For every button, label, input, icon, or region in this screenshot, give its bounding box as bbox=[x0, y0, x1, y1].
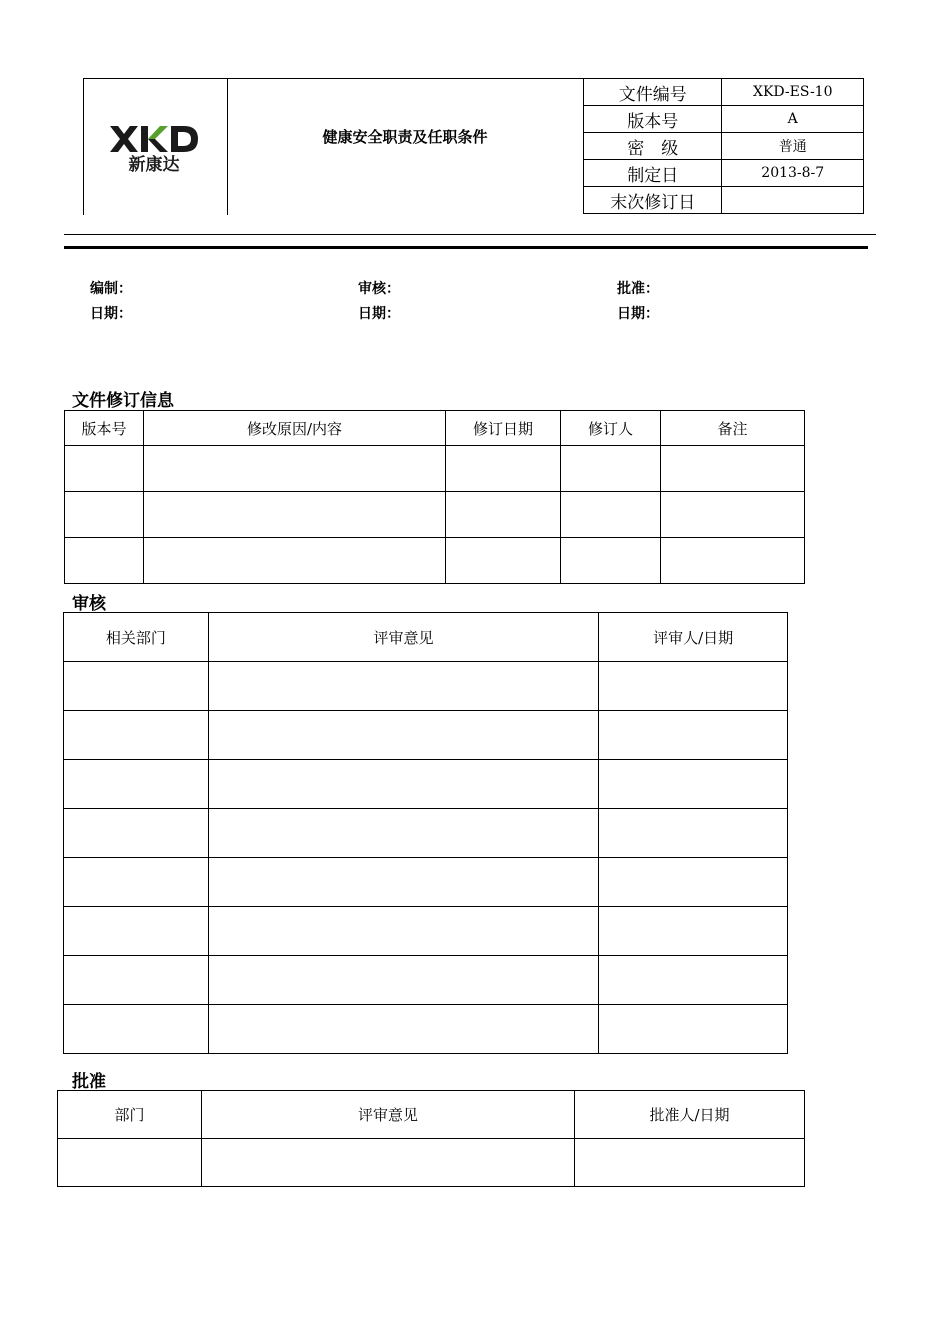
column-header: 修订日期 bbox=[446, 411, 561, 446]
meta-value: 2013-8-7 bbox=[722, 160, 864, 187]
approved-date-label: 日期： bbox=[617, 306, 659, 322]
column-header: 备注 bbox=[661, 411, 805, 446]
header-top-border bbox=[83, 78, 583, 79]
table-row bbox=[64, 956, 788, 1005]
document-title: 健康安全职责及任职条件 bbox=[322, 128, 488, 146]
table-row bbox=[64, 1005, 788, 1054]
table-row bbox=[64, 907, 788, 956]
reviewed-by-label: 审核： bbox=[358, 281, 400, 297]
table-row bbox=[65, 492, 805, 538]
meta-value: A bbox=[722, 106, 864, 133]
table-header-row bbox=[64, 613, 788, 662]
table-header-row bbox=[65, 411, 805, 446]
table-header-row bbox=[58, 1091, 805, 1139]
table-row bbox=[64, 809, 788, 858]
column-header: 修改原因/内容 bbox=[144, 411, 446, 446]
reviewed-date-label: 日期： bbox=[358, 306, 400, 322]
meta-key: 文件编号 bbox=[584, 79, 722, 106]
header-rule-thick bbox=[64, 246, 868, 249]
column-header: 批准人/日期 bbox=[575, 1091, 805, 1139]
column-header: 评审意见 bbox=[202, 1091, 575, 1139]
meta-row bbox=[584, 160, 864, 187]
meta-row bbox=[584, 133, 864, 160]
revision-table bbox=[64, 410, 805, 584]
prepared-date-label: 日期： bbox=[90, 306, 132, 322]
meta-row bbox=[584, 106, 864, 133]
meta-value: 普通 bbox=[722, 133, 864, 160]
header-rule-thin bbox=[64, 234, 876, 235]
document-meta-table bbox=[583, 78, 864, 214]
column-header: 版本号 bbox=[65, 411, 144, 446]
approved-by-label: 批准： bbox=[617, 281, 659, 297]
revision-section-title: 文件修订信息 bbox=[72, 391, 174, 411]
meta-key: 末次修订日 bbox=[584, 187, 722, 214]
column-header: 部门 bbox=[58, 1091, 202, 1139]
meta-value bbox=[722, 187, 864, 214]
approval-table bbox=[57, 1090, 805, 1187]
logo-chinese-name: 新康达 bbox=[128, 155, 180, 174]
review-section-title: 审核 bbox=[72, 594, 106, 614]
table-row bbox=[64, 858, 788, 907]
table-row bbox=[64, 711, 788, 760]
table-row bbox=[58, 1139, 805, 1187]
table-row bbox=[64, 760, 788, 809]
table-row bbox=[65, 446, 805, 492]
column-header: 评审人/日期 bbox=[599, 613, 788, 662]
meta-row bbox=[584, 187, 864, 214]
header-left-border bbox=[83, 78, 84, 215]
meta-key: 制定日 bbox=[584, 160, 722, 187]
prepared-by-label: 编制： bbox=[90, 281, 132, 297]
meta-key: 版本号 bbox=[584, 106, 722, 133]
table-row bbox=[64, 662, 788, 711]
column-header: 修订人 bbox=[561, 411, 661, 446]
company-logo bbox=[108, 122, 200, 174]
meta-row bbox=[584, 79, 864, 106]
meta-value: XKD-ES-10 bbox=[722, 79, 864, 106]
table-row bbox=[65, 538, 805, 584]
approval-section-title: 批准 bbox=[72, 1072, 106, 1092]
column-header: 相关部门 bbox=[64, 613, 209, 662]
review-table bbox=[63, 612, 788, 1054]
column-header: 评审意见 bbox=[208, 613, 598, 662]
meta-key: 密 级 bbox=[584, 133, 722, 160]
